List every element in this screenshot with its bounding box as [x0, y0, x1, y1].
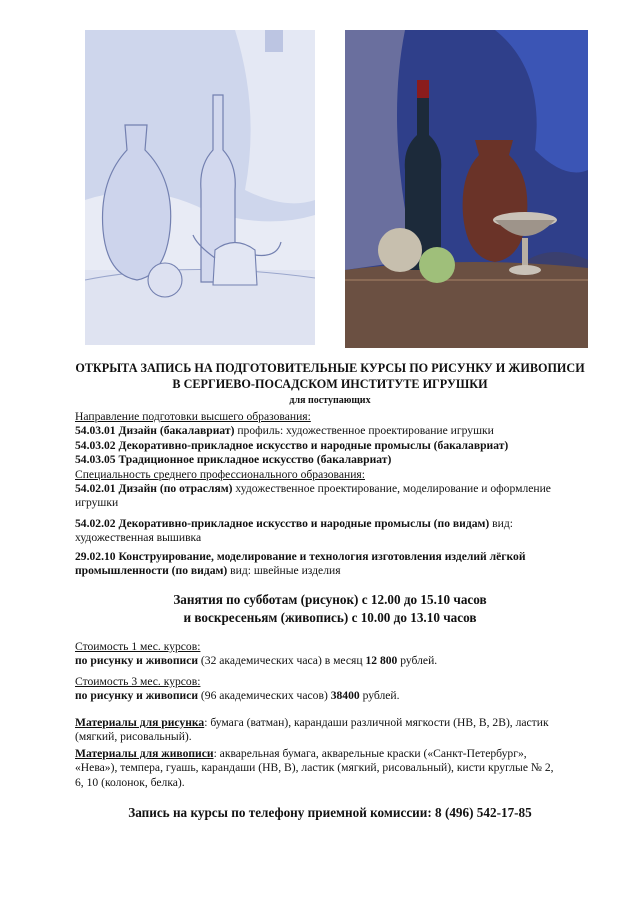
programs-section	[75, 410, 605, 578]
three-month-subject: по рисунку и живописи	[75, 689, 199, 703]
one-month-currency: рублей.	[397, 654, 438, 668]
audience-label: для поступающих	[289, 395, 371, 406]
drawing-materials	[75, 716, 605, 730]
schedule-line-2: и воскресеньям (живопись) с 10.00 до 13.10 часов	[183, 610, 477, 625]
specialty-item	[75, 564, 605, 578]
title-line-1: ОТКРЫТА ЗАПИСЬ НА ПОДГОТОВИТЕЛЬНЫЕ КУРСЫ ПО РИСУНКУ И ЖИВОПИСИ	[75, 361, 585, 375]
schedule-line-1: Занятия по субботам (рисунок) с 12.00 до 15.10 часов	[173, 592, 487, 607]
one-month-price: 12 800	[365, 654, 398, 668]
announcement-title	[40, 360, 620, 392]
drawing-materials-label: Материалы для рисунка	[75, 716, 205, 729]
one-month-subject: по рисунку и живописи	[75, 654, 199, 668]
drawing-materials-cont: (мягкий, рисовальный).	[75, 730, 192, 744]
specialty-code: 54.02.02 Декоративно-прикладное искусство и народные промыслы (по видам)	[75, 516, 490, 530]
painting-materials-cont: 6, 10 (колонок, белка).	[75, 775, 185, 789]
three-month-currency: рублей.	[359, 689, 400, 703]
one-month-hours: (32 академических часа) в месяц	[198, 654, 366, 668]
one-month-label: Стоимость 1 мес. курсов:	[75, 640, 201, 653]
specialty-item	[75, 517, 605, 531]
specialty-item-cont: художественная вышивка	[75, 531, 202, 545]
program-item: 54.03.05 Традиционное прикладное искусство (бакалавриат)	[75, 453, 392, 467]
painting-materials	[75, 747, 605, 761]
specialty-detail: художественное проектирование, моделирование и оформление	[232, 482, 551, 496]
secondary-education-heading: Специальность среднего профессионального образования:	[75, 467, 365, 481]
painted-still-life-image	[345, 30, 588, 348]
pricing-section	[75, 640, 605, 704]
schedule	[40, 591, 620, 627]
higher-education-heading: Направление подготовки высшего образования:	[75, 410, 311, 423]
materials-section	[75, 716, 605, 790]
specialty-code: 29.02.10 Конструирование, моделирование и технология изготовления изделий лёгкой	[75, 549, 526, 563]
one-month-price-line	[75, 654, 605, 668]
three-month-price-line	[75, 689, 605, 703]
program-item: 54.03.02 Декоративно-прикладное искусство и народные промыслы (бакалавриат)	[75, 438, 509, 452]
specialty-item-cont: игрушки	[75, 496, 119, 510]
specialty-code: промышленности (по видам)	[75, 564, 228, 578]
painting-materials-cont: «Нева»), темпера, гуашь, карандаши (HB, B), ластик (мягкий, рисовальный), кисти круглые № 2,	[75, 761, 554, 775]
program-code: 54.03.01 Дизайн (бакалавриат)	[75, 424, 235, 438]
painting-materials-text: : акварельная бумага, акварельные краски («Санкт-Петербург»,	[213, 746, 527, 760]
specialty-code: 54.02.01 Дизайн (по отраслям)	[75, 482, 233, 496]
three-month-hours: (96 академических часов)	[198, 689, 331, 703]
three-month-label: Стоимость 3 мес. курсов:	[75, 674, 201, 688]
pencil-still-life-image	[85, 30, 315, 345]
drawing-materials-text: : бумага (ватман), карандаши различной мягкости (HB, B, 2B), ластик	[204, 716, 549, 729]
three-month-price: 38400	[330, 689, 360, 703]
painting-materials-label: Материалы для живописи	[75, 746, 214, 760]
program-item	[75, 424, 605, 438]
title-line-2: В СЕРГИЕВО-ПОСАДСКОМ ИНСТИТУТЕ ИГРУШКИ	[172, 377, 488, 391]
specialty-detail: вид:	[489, 516, 513, 530]
specialty-item	[75, 482, 605, 496]
program-detail: профиль: художественное проектирование игрушки	[234, 424, 494, 438]
specialty-detail: вид: швейные изделия	[227, 564, 341, 578]
enrollment-phone: Запись на курсы по телефону приемной комиссии: 8 (496) 542-17-85	[128, 805, 532, 820]
